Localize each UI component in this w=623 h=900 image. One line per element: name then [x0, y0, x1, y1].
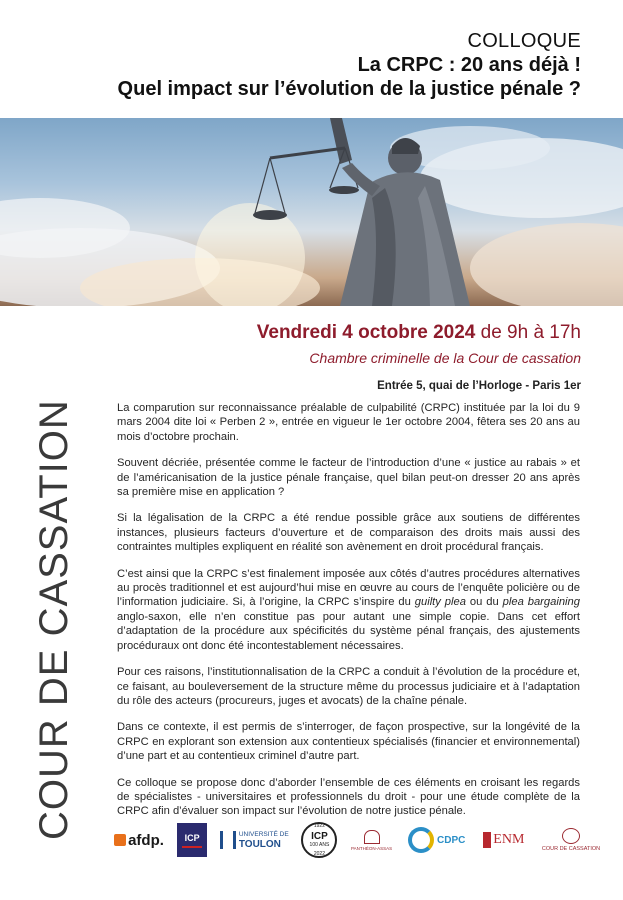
event-date: Vendredi 4 octobre 2024 [256, 322, 476, 343]
sidebar-vertical-label [26, 338, 80, 858]
logo-pantheon-assas [349, 830, 395, 851]
paragraph-4-part-a: C’est ainsi que la CRPC s’est finalement imposée aux côtés d’autres procédures alternatives au procès traditionnel et est aujourd’hui mise en œuvre au cours de l’enquête policière ou de l’information judiciaire. Si, à l’origine, la CRPC s’inspire du [117, 567, 580, 609]
term-guilty-plea: guilty plea [414, 596, 466, 609]
cour-seal-icon [562, 828, 580, 844]
term-plea-bargaining: plea bargaining [502, 596, 580, 609]
pantheon-wordmark: PANTHÉON-ASSAS [350, 845, 393, 851]
logo-cour-de-cassation [540, 828, 602, 852]
paragraph-4 [117, 567, 580, 653]
paragraph-4-part-b: ou du [465, 596, 503, 609]
event-header [118, 30, 581, 101]
cour-wordmark: COUR DE CASSATION [541, 846, 601, 852]
paragraph-3: Si la légalisation de la CRPC a été rendue possible grâce aux soutiens de différentes instances, plusieurs facteurs d’ouverture et de comparaison des droits mais aussi des contraintes multiples expliquent en réalité son avènement en droit procédural français. [117, 512, 580, 554]
icp100-year-start: 1922 [313, 823, 325, 829]
paragraph-4-part-c: anglo-saxon, elle n’en constitue pas pour autant une simple copie. Dans cet effort d’adaptation de la procédure aux spécificités du système pénal français, des ajustements procéduraux ont donc été incontestablement nécessaires. [117, 610, 580, 652]
paragraph-1: La comparution sur reconnaissance préalable de culpabilité (CRPC) instituée par la loi du 9 mars 2004 dite loi « Perben 2 », entrée en vigueur le 1er octobre 2004, fêtera ses 20 ans au mois d’octobre prochain. [117, 402, 580, 443]
icp100-year-end: 2022 [313, 851, 325, 857]
logo-afdp [112, 832, 166, 849]
enm-wordmark: ENM [493, 832, 525, 847]
paragraph-5: Pour ces raisons, l’institutionnalisation de la CRPC a conduit à l’évolution de la procédure et, ce faisant, au bouleversement de la structure même du processus judiciaire et à l’adaptation du rôle des acteurs (procureurs, juges et avocats) de la chaîne pénale. [117, 666, 580, 707]
enm-flag-icon [483, 832, 491, 848]
cdpc-wordmark: CDPC [437, 834, 466, 846]
icp100-wordmark: ICP [311, 831, 328, 842]
cdpc-mark-icon [408, 827, 434, 853]
event-venue: Chambre criminelle de la Cour de cassation [309, 350, 581, 366]
event-time: de 9h à 17h [480, 322, 581, 343]
logo-icp [177, 823, 207, 857]
paragraph-6: Dans ce contexte, il est permis de s’interroger, de façon prospective, sur la longévité de la CRPC en explorant son extension aux contentieux spécialisés (financier et environnemental) d’une part et au contentieux criminel d’autre part. [117, 721, 580, 763]
event-title-line-2: Quel impact sur l’évolution de la justice pénale ? [117, 78, 581, 100]
afdp-mark-icon [114, 834, 126, 846]
pantheon-dome-icon [364, 830, 380, 844]
toulon-main: TOULON [238, 839, 281, 850]
icp-stripe-icon [182, 846, 202, 848]
logo-enm [479, 832, 529, 848]
event-title-line-1: La CRPC : 20 ans déjà ! [357, 54, 581, 76]
toulon-mark-icon [220, 831, 236, 849]
logo-universite-toulon [218, 830, 290, 850]
paragraph-2: Souvent décriée, présentée comme le facteur de l’introduction d’une « justice au rabais » et de l’américanisation de la justice pénale française, quel bilan peut-on dresser 20 ans après sa première mise en application ? [117, 457, 580, 499]
event-address: Entrée 5, quai de l’Horloge - Paris 1er [377, 380, 581, 392]
hero-lady-justice-image [0, 118, 623, 306]
icp100-sub: 100 ANS [309, 842, 330, 848]
event-kicker: COLLOQUE [467, 30, 581, 52]
icp-wordmark: ICP [184, 832, 200, 843]
afdp-wordmark: afdp. [128, 831, 164, 849]
logo-icp-100 [301, 822, 337, 858]
event-datetime [257, 322, 581, 344]
partner-logos [112, 818, 602, 862]
sidebar-text: COUR DE CASSATION [32, 399, 76, 840]
logo-cdpc [406, 827, 468, 853]
toulon-top: UNIVERSITÉ DE [238, 831, 289, 838]
event-description [117, 401, 580, 831]
paragraph-7: Ce colloque se propose donc d’aborder l’ensemble de ces éléments en croisant les regards de spécialistes - universitaires et professionnels du droit - pour une étude complète de la CRPC afin d’évaluer son impact sur l’évolution de notre justice pénale. [117, 776, 580, 818]
event-details [257, 322, 581, 392]
